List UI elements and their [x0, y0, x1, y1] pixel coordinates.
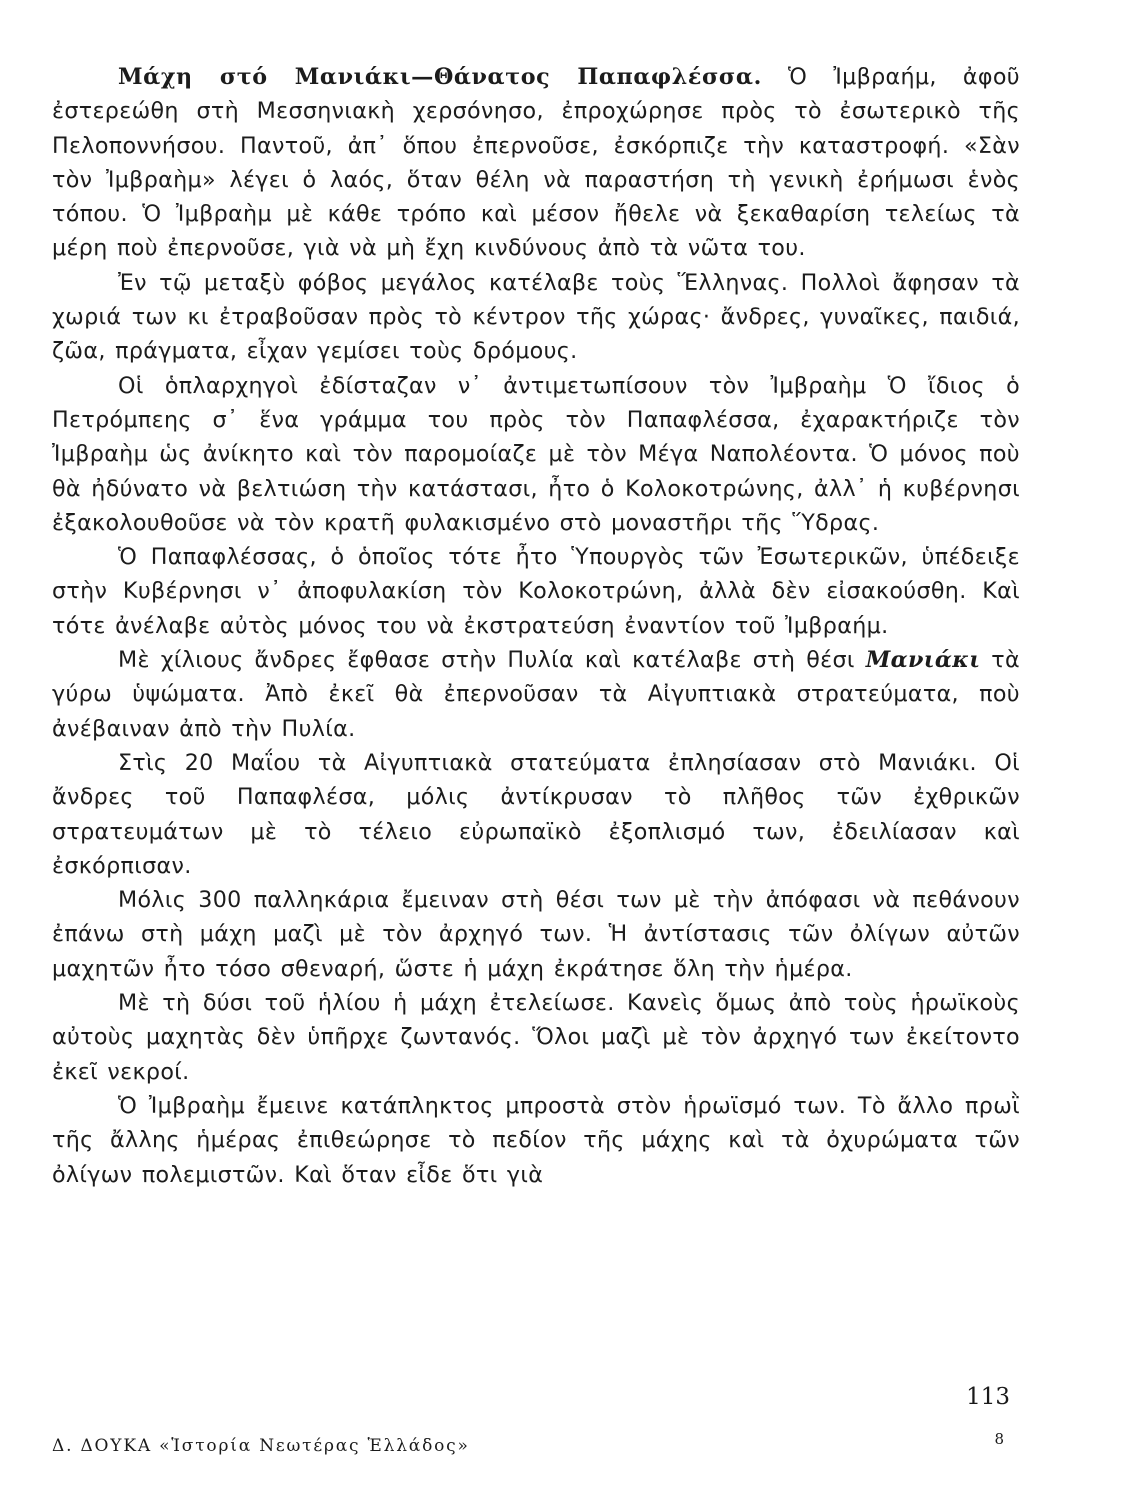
paragraph-5	[52, 643, 1020, 746]
paragraph-9: Ὁ Ἰμβραὴμ ἔμεινε κατάπληκτος μπροστὰ στὸν ἡρωϊσμό των. Τὸ ἄλλο πρωῒ τῆς ἄλλης ἡμέρας ἐπιθεώρησε τὸ πεδίον τῆς μάχης καὶ τὰ ὀχυρώματα τῶν ὀλίγων πολεμιστῶν. Καὶ ὅταν εἶδε ὅτι γιὰ	[52, 1092, 1020, 1188]
paragraph-6: Στὶς 20 Μαΐου τὰ Αἰγυπτιακὰ στατεύματα ἐπλησίασαν στὸ Μανιάκι. Οἱ ἄνδρες τοῦ Παπαφλέσα, μόλις ἀντίκρυσαν τὸ πλῆθος τῶν ἐχθρικῶν στρατευμάτων μὲ τὸ τέλειο εὐρωπαϊκὸ ἐξοπλισμό των, ἐδειλίασαν καὶ ἐσκόρπισαν.	[52, 749, 1020, 879]
paragraph-2: Ἐν τῷ μεταξὺ φόβος μεγάλος κατέλαβε τοὺς Ἕλληνας. Πολλοὶ ἄφησαν τὰ χωριά των κι ἐτραβοῦσαν πρὸς τὸ κέντρον τῆς χώρας· ἄνδρες, γυναῖκες, παιδιά, ζῶα, πράγματα, εἶχαν γεμίσει τοὺς δρόμους.	[52, 269, 1020, 365]
signature-mark: 8	[994, 1430, 1004, 1448]
body-text	[52, 60, 1020, 1192]
paragraph-1-text: Ὁ Ἰμβραήμ, ἀφοῦ ἐστερεώθη στὴ Μεσσηνιακὴ χερσόνησο, ἐπροχώρησε πρὸς τὸ ἐσωτερικὸ τῆς Πελοποννήσου. Παντοῦ, ἀπ᾿ ὅπου ἐπερνοῦσε, ἐσκόρπιζε τὴν καταστροφή. «Σὰν τὸν Ἰμβραὴμ» λέγει ὁ λαός, ὅταν θέλη νὰ παραστήση τὴ γενικὴ ἐρήμωσι ἑνὸς τόπου. Ὁ Ἰμβραὴμ μὲ κάθε τρόπο καὶ μέσον ἤθελε νὰ ξεκαθαρίση τελείως τὰ μέρη ποὺ ἐπερνοῦσε, γιὰ νὰ μὴ ἔχη κινδύνους ἀπὸ τὰ νῶτα του.	[52, 64, 1020, 262]
paragraph-5-text-before: Μὲ χίλιους ἄνδρες ἔφθασε στὴν Πυλία καὶ κατέλαβε στὴ θέσι	[118, 647, 866, 674]
page-number: 113	[966, 1384, 1010, 1410]
paragraph-8: Μὲ τὴ δύσι τοῦ ἡλίου ἡ μάχη ἐτελείωσε. Κανεὶς ὅμως ἀπὸ τοὺς ἡρωϊκοὺς αὐτοὺς μαχητὰς δὲν ὑπῆρχε ζωντανός. Ὅλοι μαζὶ μὲ τὸν ἀρχηγό των ἐκείτοντο ἐκεῖ νεκροί.	[52, 990, 1020, 1085]
footer-book-title: Δ. ΔΟΥΚΑ «Ἱστορία Νεωτέρας Ἑλλάδος»	[52, 1436, 470, 1456]
section-heading: Μάχη στό Μανιάκι—Θάνατος Παπαφλέσσα.	[118, 64, 762, 90]
paragraph-3: Οἱ ὁπλαρχηγοὶ ἐδίσταζαν ν᾿ ἀντιμετωπίσουν τὸν Ἰμβραὴμ Ὁ ἴδιος ὁ Πετρόμπεης σ᾿ ἕνα γράμμα του πρὸς τὸν Παπαφλέσσα, ἐχαρακτήριζε τὸν Ἰμβραὴμ ὡς ἀνίκητο καὶ τὸν παρομοίαζε μὲ τὸν Μέγα Ναπολέοντα. Ὁ μόνος ποὺ θὰ ἠδύνατο νὰ βελτιώση τὴν κατάστασι, ἦτο ὁ Κολοκοτρώνης, ἀλλ᾿ ἡ κυβέρνησι ἐξακολουθοῦσε νὰ τὸν κρατῆ φυλακισμένο στὸ μοναστῆρι τῆς Ὕδρας.	[52, 372, 1020, 536]
paragraph-7: Μόλις 300 παλληκάρια ἔμειναν στὴ θέσι των μὲ τὴν ἀπόφασι νὰ πεθάνουν ἐπάνω στὴ μάχη μαζὶ μὲ τὸν ἀρχηγό των. Ἡ ἀντίστασις τῶν ὀλίγων αὐτῶν μαχητῶν ἦτο τόσο σθεναρή, ὥστε ἡ μάχη ἐκράτησε ὅλη τὴν ἡμέρα.	[52, 887, 1020, 982]
paragraph-4: Ὁ Παπαφλέσσας, ὁ ὁποῖος τότε ἦτο Ὑπουργὸς τῶν Ἐσωτερικῶν, ὑπέδειξε στὴν Κυβέρνησι ν᾿ ἀποφυλακίση τὸν Κολοκοτρώνη, ἀλλὰ δὲν εἰσακούσθη. Καὶ τότε ἀνέλαβε αὐτὸς μόνος του νὰ ἐκστρατεύση ἐναντίον τοῦ Ἰμβραήμ.	[52, 544, 1020, 639]
paragraph-5-text-after: τὰ γύρω ὑψώματα. Ἀπὸ ἐκεῖ θὰ ἐπερνοῦσαν τὰ Αἰγυπτιακὰ στρατεύματα, ποὺ ἀνέβαιναν ἀπὸ τὴν Πυλία.	[52, 647, 1020, 742]
paragraph-1	[52, 60, 1020, 266]
place-name-maniaki: Μανιάκι	[865, 647, 981, 674]
